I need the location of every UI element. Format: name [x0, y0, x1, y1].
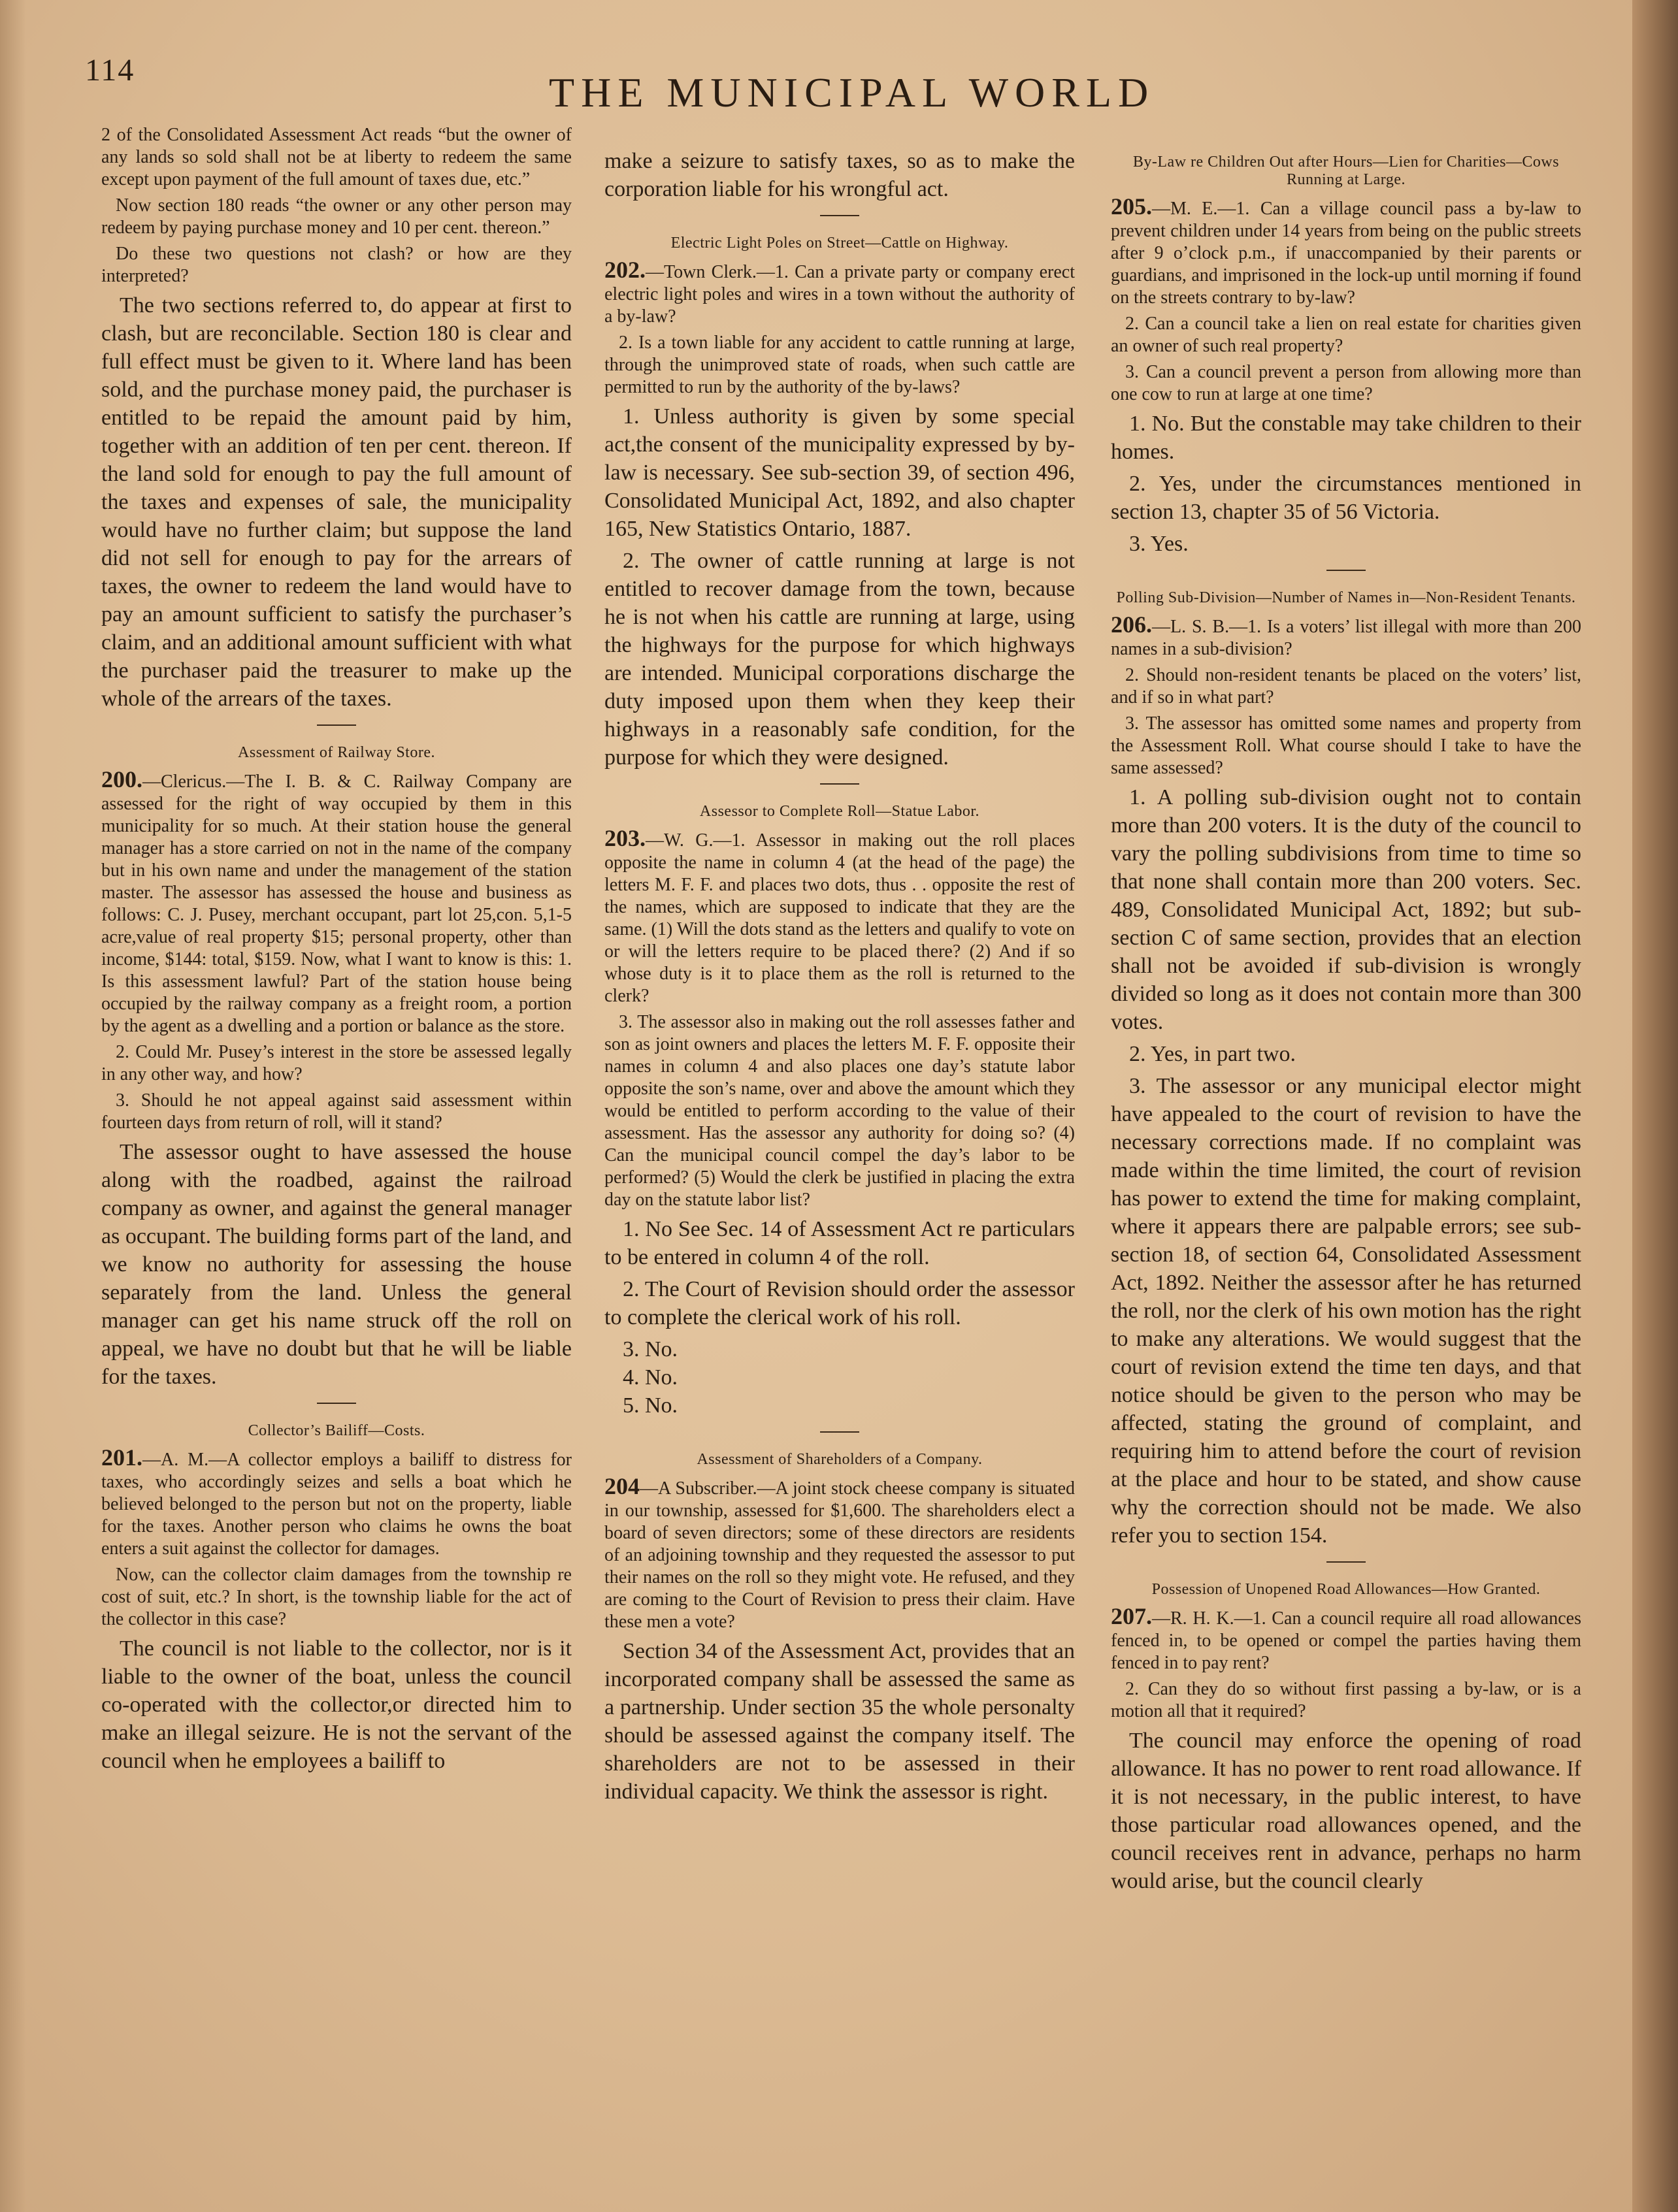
question-body: —A. M.—A collector employs a bailiff to distress for taxes, who accordingly seizes and sells a boat which he believed belonged to the person but not on the property, liable for the taxes. Another person who claims he owns the boat enters a suit against the collector for damages.: [101, 1450, 572, 1559]
answer-text: 2. The owner of cattle running at large is not entitled to recover damage from the town, because he is not when his cattle are running at large, using the highways for the purpose for which highways are intended. Municipal corporations discharge the duty imposed upon them when they keep their highways in a reasonably safe condition, for the purpose for which they were designed.: [604, 549, 1075, 770]
answer-text: The assessor ought to have assessed the house along with the roadbed, against the railroad company as owner, and against the general manager as occupant. The building forms part of the land, and we know no authority for assessing the house separately from the land. Unless the general manager can get his name struck off the roll on appeal, we have no doubt but that he will be liable for the taxes.: [101, 1140, 572, 1389]
question-text: 3. The assessor also in making out the roll assesses father and son as joint owners and places the letters M. F. F. opposite their names in column 4 and also places one day’s statute labor opposite the son’s name, over and above the amount which they would be entitled to perform according to the value of their assessment. Has the assessor any authority for doing so? (4) Can the municipal council compel the day’s labor to be performed? (5) Would the clerk be justified in placing the extra day on the statute labor list?: [604, 1012, 1075, 1210]
answer-text: 1. No See Sec. 14 of Assessment Act re particulars to be entered in column 4 of the roll.: [604, 1217, 1075, 1269]
question-body: —L. S. B.—1. Is a voters’ list illegal with more than 200 names in a sub-division?: [1111, 617, 1581, 659]
question-text: [1111, 1605, 1581, 1674]
question-text: [604, 259, 1075, 328]
answer-text: Section 34 of the Assessment Act, provides that an incorporated company shall be assessed the same as a partnership. Under section 35 the whole personalty should be assessed against the company itself. The shareholders are not to be assessed in their individual capacity. We think the assessor is right.: [604, 1639, 1075, 1804]
question-body: —M. E.—1. Can a village council pass a by-law to prevent children under 14 years from being on the public streets after 9 o’clock p.m., if unaccompanied by their parents or guardians, and imprisoned in the lock-up until morning if found on the streets contrary to by-law?: [1111, 199, 1581, 308]
question-text: 3. Can a council prevent a person from allowing more than one cow to run at large at one time?: [1111, 362, 1581, 404]
continued-question: Now section 180 reads “the owner or any other person may redeem by paying purchase money and 10 per cent. thereon.”: [101, 195, 572, 238]
answer-text: 3. The assessor or any municipal elector might have appealed to the court of revision to have the necessary corrections made. If no complaint was made within the time limited, the court of revision has power to extend the time for making complaint, where it appears there are palpable errors; see sub-section 18, of section 64, Consolidated Assessment Act, 1892. Neither the assessor after he has returned the roll, nor the clerk of his own motion has the right to make any alterations. We would suggest that the court of revision extend the time ten days, and that notice should be given to the person who may be affected, stating the ground of complaint, and requiring him to attend before the court of revision at the place and hour to be stated, and show cause why the correction should not be made. We also refer you to section 154.: [1111, 1074, 1581, 1548]
continued-question: Do these two questions not clash? or how are they interpreted?: [101, 244, 572, 286]
section-divider: [1326, 570, 1366, 571]
question-text: [1111, 195, 1581, 309]
question-number: 201.: [101, 1444, 142, 1471]
question-text: [101, 768, 572, 1037]
answer-text: The council is not liable to the collector, nor is it liable to the owner of the boat, unless the council co-operated with the collector,or directed him to make an illegal seizure. He is not the servant of the council when he employees a bailiff to: [101, 1636, 572, 1773]
answer-text: 2. Yes, under the circumstances mentioned in section 13, chapter 35 of 56 Victoria.: [1111, 472, 1581, 524]
answer-text: 1. Unless authority is given by some special act,the consent of the municipality expressed by by-law is necessary. See sub-section 39, of section 496, Consolidated Municipal Act, 1892, and also chapter 165, New Statistics Ontario, 1887.: [604, 404, 1075, 541]
question-number: 205.: [1111, 193, 1152, 220]
section-divider: [317, 1403, 356, 1404]
question-text: [101, 1446, 572, 1560]
question-text: 3. Should he not appeal against said assessment within fourteen days from return of roll, will it stand?: [101, 1090, 572, 1133]
question-body: —Town Clerk.—1. Can a private party or company erect electric light poles and wires in a town without the authority of a by-law?: [604, 262, 1075, 327]
question-number: 200.: [101, 766, 142, 792]
section-divider: [820, 215, 859, 216]
answer-text: 2. Yes, in part two.: [1129, 1042, 1296, 1066]
question-text: 2. Should non-resident tenants be placed on the voters’ list, and if so in what part?: [1111, 665, 1581, 708]
question-text: 2. Can a council take a lien on real estate for charities given an owner of such real property?: [1111, 314, 1581, 356]
column-2: [604, 147, 1075, 1810]
question-text: 3. The assessor has omitted some names and property from the Assessment Roll. What course should I take to have the same assessed?: [1111, 713, 1581, 778]
question-text: [604, 827, 1075, 1007]
continued-question: 2 of the Consolidated Assessment Act reads “but the owner of any lands so sold shall not be at liberty to redeem the same except upon payment of the full amount of taxes due, etc.”: [101, 125, 572, 189]
question-text: Now, can the collector claim damages from the township re cost of suit, etc.? In short, is the township liable for the act of the collector in this case?: [101, 1565, 572, 1629]
section-divider: [317, 724, 356, 726]
answer-text: The two sections referred to, do appear at first to clash, but are reconcilable. Section 180 is clear and full effect must be given to it. Where land has been sold, and the purchase money paid, the purchaser is entitled to be repaid the amount paid by him, together with an addition of ten per cent. thereon. If the land sold for enough to pay the full amount of the taxes and expenses of sale, the municipality would have no further claim; but suppose the land did not sell for enough to pay for the arrears of taxes, the owner to redeem the land would have to pay an amount sufficient to satisfy the purchaser’s claim, and an additional amount sufficient with what the purchaser paid the treasurer to make up the whole of the arrears of the taxes.: [101, 293, 572, 711]
section-heading: Assessor to Complete Roll—Statue Labor.: [699, 803, 980, 820]
section-divider: [1326, 1561, 1366, 1563]
column-1: [101, 124, 572, 1779]
section-heading: Assessment of Railway Store.: [238, 744, 435, 761]
answer-item: 4. No.: [623, 1365, 678, 1390]
question-number: 203.: [604, 825, 646, 851]
book-spine: [1632, 0, 1678, 2212]
publication-title: THE MUNICIPAL WORLD: [549, 69, 1155, 116]
section-heading: Electric Light Poles on Street—Cattle on Highway.: [670, 235, 1009, 252]
answer-item: 5. No.: [623, 1393, 678, 1418]
question-text: [604, 1475, 1075, 1633]
section-divider: [820, 1431, 859, 1433]
answer-text: The council may enforce the opening of road allowance. It has no power to rent road allowance. If it is not necessary, in the public interest, to have those particular road allowances opened, and the council receives rent in advance, perhaps no harm would arise, but the council clearly: [1111, 1729, 1581, 1893]
question-text: 2. Could Mr. Pusey’s interest in the store be assessed legally in any other way, and how?: [101, 1042, 572, 1084]
question-body: —W. G.—1. Assessor in making out the roll places opposite the name in column 4 (at the head of the page) the letters M. F. F. and places two dots, thus . . opposite the rest of the names, which are supposed to indicate that they are the same. (1) Will the dots stand as the letters and qualify to vote on or will the letters require to be placed there? (2) And if so whose duty is it to place them as the roll is returned to the clerk?: [604, 830, 1075, 1006]
section-heading: Possession of Unopened Road Allowances—How Granted.: [1151, 1581, 1541, 1598]
answer-text: 1. No. But the constable may take children to their homes.: [1111, 412, 1581, 464]
section-divider: [820, 783, 859, 785]
answer-item: 3. No.: [623, 1337, 678, 1361]
question-number: 206.: [1111, 611, 1152, 638]
question-body: —Clericus.—The I. B. & C. Railway Company are assessed for the right of way occupied by them in this municipality for so much. At their station house the general manager has a store carried on not in the name of the company but in his own name and under the management of the station master. The assessor has assessed the house and business as follows: C. J. Pusey, merchant occupant, part lot 25,con. 5,1-5 acre,value of real property $15; personal property, other than income, $144: total, $159. Now, what I want to know is this: 1. Is this assessment lawful? Part of the station house being occupied by the railway company as a freight room, a portion by the agent as a dwelling and a portion or balance as the store.: [101, 772, 572, 1036]
question-text: [1111, 613, 1581, 660]
section-heading: By-Law re Children Out after Hours—Lien for Charities—Cows Running at Large.: [1132, 154, 1560, 188]
question-number: 204: [604, 1473, 640, 1499]
answer-text: 3. Yes.: [1129, 532, 1189, 556]
question-body: —R. H. K.—1. Can a council require all road allowances fenced in, to be opened or compel the parties having them fenced in to pay rent?: [1111, 1608, 1581, 1673]
question-number: 207.: [1111, 1603, 1152, 1629]
question-text: 2. Is a town liable for any accident to cattle running at large, through the unimproved state of roads, when such cattle are permitted to run by the authority of the by-laws?: [604, 333, 1075, 397]
column-3: [1111, 154, 1581, 1899]
page-left-edge: [0, 0, 26, 2212]
answer-text: 1. A polling sub-division ought not to contain more than 200 voters. It is the duty of the council to vary the polling subdivisions from time to time so that none shall contain more than 200 voters. Sec. 489, Consolidated Municipal Act, 1892; but sub-section C of same section, provides that an election shall not be avoided if sub-division is wrongly divided so long as it does not contain more than 300 votes.: [1111, 785, 1581, 1034]
question-number: 202.: [604, 257, 646, 283]
question-text: 2. Can they do so without first passing a by-law, or is a motion all that it required?: [1111, 1679, 1581, 1721]
section-heading: Assessment of Shareholders of a Company.: [697, 1451, 983, 1468]
answer-text: make a seizure to satisfy taxes, so as to make the corporation liable for his wrongful act.: [604, 149, 1075, 201]
answer-text: 2. The Court of Revision should order the assessor to complete the clerical work of his roll.: [604, 1277, 1075, 1329]
section-heading: Collector’s Bailiff—Costs.: [248, 1422, 425, 1439]
section-heading: Polling Sub-Division—Number of Names in—Non-Resident Tenants.: [1116, 589, 1576, 606]
page-number: 114: [85, 53, 135, 88]
question-body: —A Subscriber.—A joint stock cheese company is situated in our township, assessed for $1,600. The shareholders elect a board of seven directors; some of these directors are residents of an adjoining township and they requested the assessor to put their names on the roll so they might vote. He refused, and they are coming to the Court of Revision to press their claim. Have these men a vote?: [604, 1478, 1075, 1632]
